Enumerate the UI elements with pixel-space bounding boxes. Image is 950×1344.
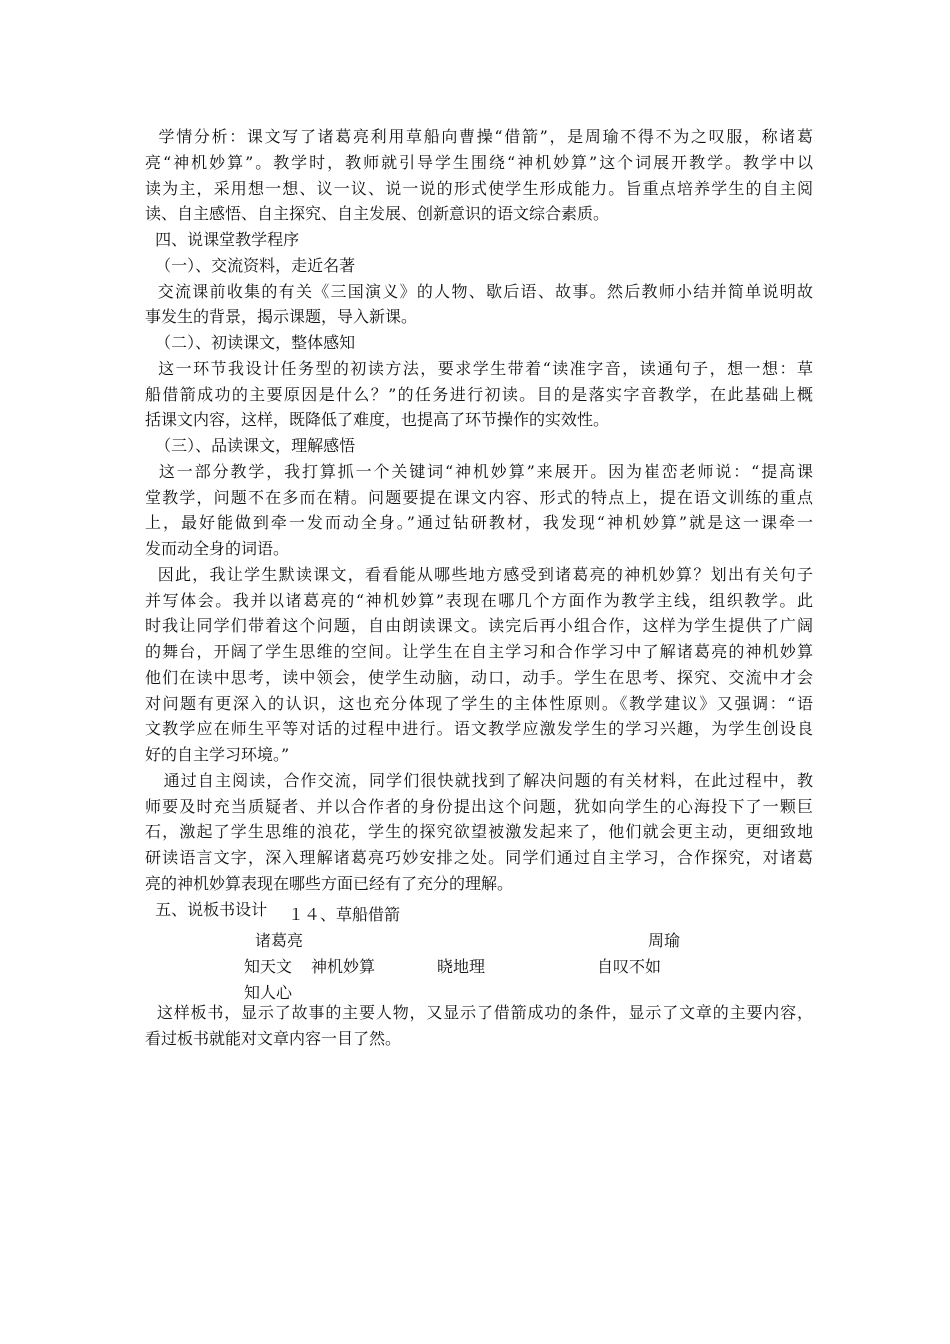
board-row1-a: 知天文 [244,957,293,976]
text-line: 四、说课堂教学程序 [145,230,300,249]
text-line: 发而动全身的词语。 [145,539,290,558]
text-line: 读、自主感悟、自主探究、自主发展、创新意识的语文综合素质。 [145,204,610,224]
text-line: 师要及时充当质疑者、并以合作者的身份提出这个问题，犹如向学生的心海投下了一颗巨 [145,796,813,816]
board-right-name: 周瑜 [648,931,681,950]
text-line: 船借箭成功的主要原因是什么？”的任务进行初读。目的是落实字音教学，在此基础上概 [145,384,813,404]
board-left-name: 诸葛亮 [255,931,304,950]
text-line: 五、说板书设计 [145,899,268,919]
text-line: （一）、交流资料，走近名著 [145,255,356,275]
text-line: （二）、初读课文，整体感知 [145,333,356,352]
board-row2: 知人心 [244,983,293,1002]
text-line: 文教学应在师生平等对话的过程中进行。语文教学应激发学生的学习兴趣，为学生创设良 [145,719,813,739]
text-line: 对问题有更深入的认识，这也充分体现了学生的主体性原则。《教学建议》又强调：“语 [145,693,813,713]
text-line: 他们在读中思考，读中领会，使学生动脑，动口，动手。学生在思考、探究、交流中才会 [145,667,813,687]
text-line: 看过板书就能对文章内容一目了然。 [145,1029,402,1048]
text-line: 事发生的背景，揭示课题，导入新课。 [145,307,418,327]
board-row1-b: 神机妙算 [311,957,376,976]
text-line: 学情分析：课文写了诸葛亮利用草船向曹操“借箭”，是周瑜不得不为之叹服，称诸葛 [145,127,813,146]
board-title: １４、草船借箭 [288,905,401,924]
text-line: 上，最好能做到牵一发而动全身。”通过钻研教材，我发现“神机妙算”就是这一课牵一 [145,513,813,533]
text-line: 交流课前收集的有关《三国演义》的人物、歇后语、故事。然后教师小结并简单说明故 [145,281,813,301]
text-line: 亮的神机妙算表现在哪些方面已经有了充分的理解。 [145,873,514,893]
text-line: 这样板书，显示了故事的主要人物，又显示了借箭成功的条件，显示了文章的主要内容， [145,1003,813,1022]
text-line: 堂教学，问题不在多而在精。问题要提在课文内容、形式的特点上，提在语文训练的重点 [145,487,813,507]
text-line: 好的自主学习环境。” [145,745,290,764]
text-line: 亮“神机妙算”。教学时，教师就引导学生围绕“神机妙算”这个词展开教学。教学中以 [145,152,813,172]
text-line: （三）、品读课文，理解感悟 [145,436,356,455]
text-line: 石，激起了学生思维的浪花，学生的探究欲望被激发起来了，他们就会更主动，更细致地 [145,822,813,842]
text-line: 时我让同学们带着这个问题，自由朗读课文。读完后再小组合作，这样为学生提供了广阔 [145,616,813,636]
text-line: 括课文内容，这样，既降低了难度，也提高了环节操作的实效性。 [145,410,610,430]
text-line: 这一部分教学，我打算抓一个关键词“神机妙算”来展开。因为崔峦老师说：“提高课 [145,461,813,481]
text-line: 通过自主阅读，合作交流，同学们很快就找到了解决问题的有关材料，在此过程中，教 [145,770,813,790]
text-line: 因此，我让学生默读课文，看看能从哪些地方感受到诸葛亮的神机妙算？划出有关句子 [145,564,813,584]
text-line: 并写体会。我并以诸葛亮的“神机妙算”表现在哪几个方面作为教学主线，组织教学。此 [145,590,813,610]
text-line: 的舞台，开阔了学生思维的空间。让学生在自主学习和合作学习中了解诸葛亮的神机妙算 [145,642,813,661]
board-row1-d: 自叹不如 [597,957,662,976]
text-line: 这一环节我设计任务型的初读方法，要求学生带着“读准字音，读通句子，想一想：草 [145,358,813,378]
text-line: 读为主，采用想一想、议一议、说一说的形式使学生形成能力。旨重点培养学生的自主阅 [145,178,813,198]
board-row1-c: 晓地理 [437,957,486,976]
text-line: 研读语言文字，深入理解诸葛亮巧妙安排之处。同学们通过自主学习，合作探究，对诸葛 [145,848,813,867]
